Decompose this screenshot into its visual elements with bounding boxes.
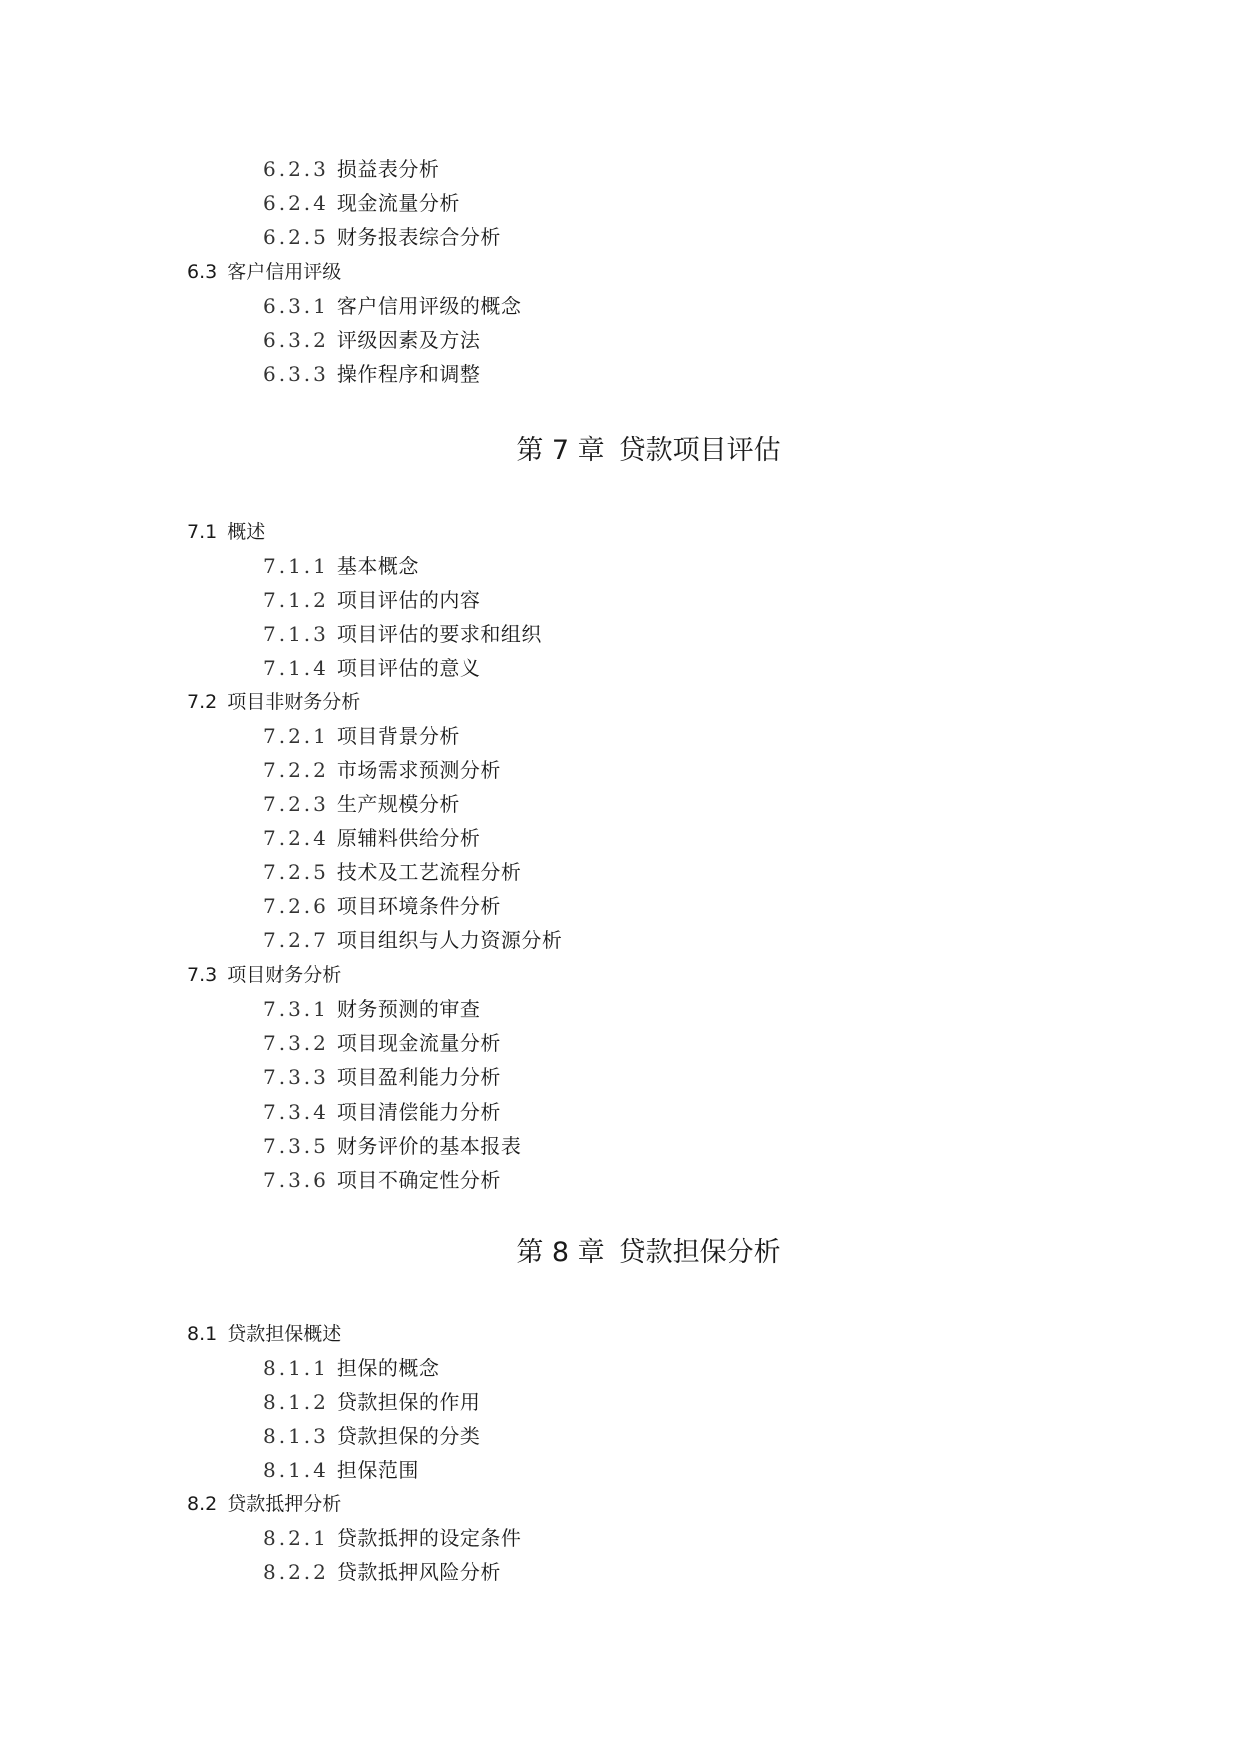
toc-number: 8.1.1: [263, 1356, 329, 1380]
toc-title: 项目盈利能力分析: [336, 1065, 501, 1089]
toc-title: 贷款担保的作用: [336, 1390, 481, 1414]
toc-title: 操作程序和调整: [336, 362, 481, 386]
toc-section: [187, 1492, 341, 1516]
toc-title: 项目财务分析: [227, 964, 342, 986]
toc-title: 损益表分析: [336, 157, 440, 181]
toc-number: 7.3.6: [263, 1168, 329, 1192]
toc-number: 8.2: [187, 1493, 218, 1515]
toc-number: 7.2.7: [263, 928, 329, 952]
toc-title: 项目不确定性分析: [336, 1168, 501, 1192]
toc-number: 7.2.3: [263, 792, 329, 816]
toc-title: 生产规模分析: [336, 792, 460, 816]
toc-title: 贷款担保概述: [227, 1323, 342, 1345]
toc-number: 7.1.4: [263, 656, 329, 680]
toc-subsection: [263, 997, 480, 1021]
toc-subsection: [263, 792, 460, 816]
toc-subsection: [263, 724, 460, 748]
toc-subsection: [263, 157, 439, 181]
toc-title: 财务预测的审查: [336, 997, 481, 1021]
toc-title: 贷款抵押分析: [227, 1493, 342, 1515]
toc-title: 贷款担保的分类: [336, 1424, 481, 1448]
toc-title: 财务报表综合分析: [336, 225, 501, 249]
toc-subsection: [263, 656, 480, 680]
toc-number: 7.2: [187, 691, 218, 713]
toc-title: 客户信用评级: [227, 261, 342, 283]
toc-title: 担保的概念: [336, 1356, 440, 1380]
toc-number: 7.2.1: [263, 724, 329, 748]
toc-subsection: [263, 622, 542, 646]
toc-title: 基本概念: [336, 554, 419, 578]
toc-title: 贷款抵押风险分析: [336, 1560, 501, 1584]
toc-subsection: [263, 1100, 501, 1124]
toc-number: 7.1: [187, 521, 218, 543]
toc-title: 技术及工艺流程分析: [336, 860, 522, 884]
toc-subsection: [263, 894, 501, 918]
toc-number: 7.1.2: [263, 588, 329, 612]
toc-title: 担保范围: [336, 1458, 419, 1482]
toc-number: 6.3.2: [263, 328, 329, 352]
chapter-heading: [0, 434, 1241, 468]
toc-number: 8.1.2: [263, 1390, 329, 1414]
toc-number: 8.1.3: [263, 1424, 329, 1448]
toc-title: 概述: [227, 521, 266, 543]
toc-title: 项目组织与人力资源分析: [336, 928, 563, 952]
toc-title: 项目评估的意义: [336, 656, 481, 680]
toc-number: 6.3.1: [263, 294, 329, 318]
toc-number: 7.3.5: [263, 1134, 329, 1158]
toc-number: 6.2.3: [263, 157, 329, 181]
toc-subsection: [263, 826, 480, 850]
toc-subsection: [263, 225, 501, 249]
toc-number: 7.2.4: [263, 826, 329, 850]
toc-number: 8.1: [187, 1323, 218, 1345]
toc-title: 项目现金流量分析: [336, 1031, 501, 1055]
chapter-number: 第 8 章: [516, 1237, 605, 1268]
toc-number: 7.3.1: [263, 997, 329, 1021]
toc-title: 项目评估的内容: [336, 588, 481, 612]
toc-title: 项目背景分析: [336, 724, 460, 748]
toc-subsection: [263, 1134, 521, 1158]
toc-subsection: [263, 328, 480, 352]
toc-subsection: [263, 928, 562, 952]
toc-subsection: [263, 294, 521, 318]
toc-number: 7.3.4: [263, 1100, 329, 1124]
toc-title: 市场需求预测分析: [336, 758, 501, 782]
toc-number: 7.2.2: [263, 758, 329, 782]
toc-section: [187, 1322, 341, 1346]
toc-subsection: [263, 1526, 521, 1550]
toc-section: [187, 963, 341, 987]
toc-number: 7.1.1: [263, 554, 329, 578]
toc-title: 项目评估的要求和组织: [336, 622, 542, 646]
toc-subsection: [263, 1356, 439, 1380]
toc-number: 7.3.3: [263, 1065, 329, 1089]
toc-section: [187, 690, 360, 714]
chapter-title: 贷款担保分析: [618, 1237, 781, 1268]
toc-subsection: [263, 1424, 480, 1448]
toc-number: 7.3: [187, 964, 218, 986]
toc-title: 原辅料供给分析: [336, 826, 481, 850]
toc-section: [187, 520, 265, 544]
toc-number: 6.3.3: [263, 362, 329, 386]
toc-subsection: [263, 860, 521, 884]
toc-subsection: [263, 1168, 501, 1192]
toc-title: 财务评价的基本报表: [336, 1134, 522, 1158]
chapter-number: 第 7 章: [516, 435, 605, 466]
toc-section: [187, 260, 341, 284]
toc-title: 客户信用评级的概念: [336, 294, 522, 318]
chapter-heading: [0, 1236, 1241, 1270]
toc-title: 现金流量分析: [336, 191, 460, 215]
toc-subsection: [263, 588, 480, 612]
toc-number: 6.2.5: [263, 225, 329, 249]
toc-subsection: [263, 362, 480, 386]
toc-title: 项目环境条件分析: [336, 894, 501, 918]
toc-title: 贷款抵押的设定条件: [336, 1526, 522, 1550]
toc-subsection: [263, 191, 460, 215]
toc-number: 8.1.4: [263, 1458, 329, 1482]
toc-subsection: [263, 1065, 501, 1089]
toc-number: 8.2.2: [263, 1560, 329, 1584]
toc-subsection: [263, 554, 419, 578]
toc-number: 8.2.1: [263, 1526, 329, 1550]
toc-number: 6.3: [187, 261, 218, 283]
toc-subsection: [263, 1560, 501, 1584]
toc-subsection: [263, 1031, 501, 1055]
chapter-title: 贷款项目评估: [618, 435, 781, 466]
toc-number: 7.2.6: [263, 894, 329, 918]
toc-number: 7.2.5: [263, 860, 329, 884]
toc-number: 7.1.3: [263, 622, 329, 646]
toc-subsection: [263, 758, 501, 782]
toc-subsection: [263, 1458, 419, 1482]
toc-number: 7.3.2: [263, 1031, 329, 1055]
toc-number: 6.2.4: [263, 191, 329, 215]
toc-title: 项目清偿能力分析: [336, 1100, 501, 1124]
toc-title: 项目非财务分析: [227, 691, 361, 713]
toc-subsection: [263, 1390, 480, 1414]
toc-title: 评级因素及方法: [336, 328, 481, 352]
